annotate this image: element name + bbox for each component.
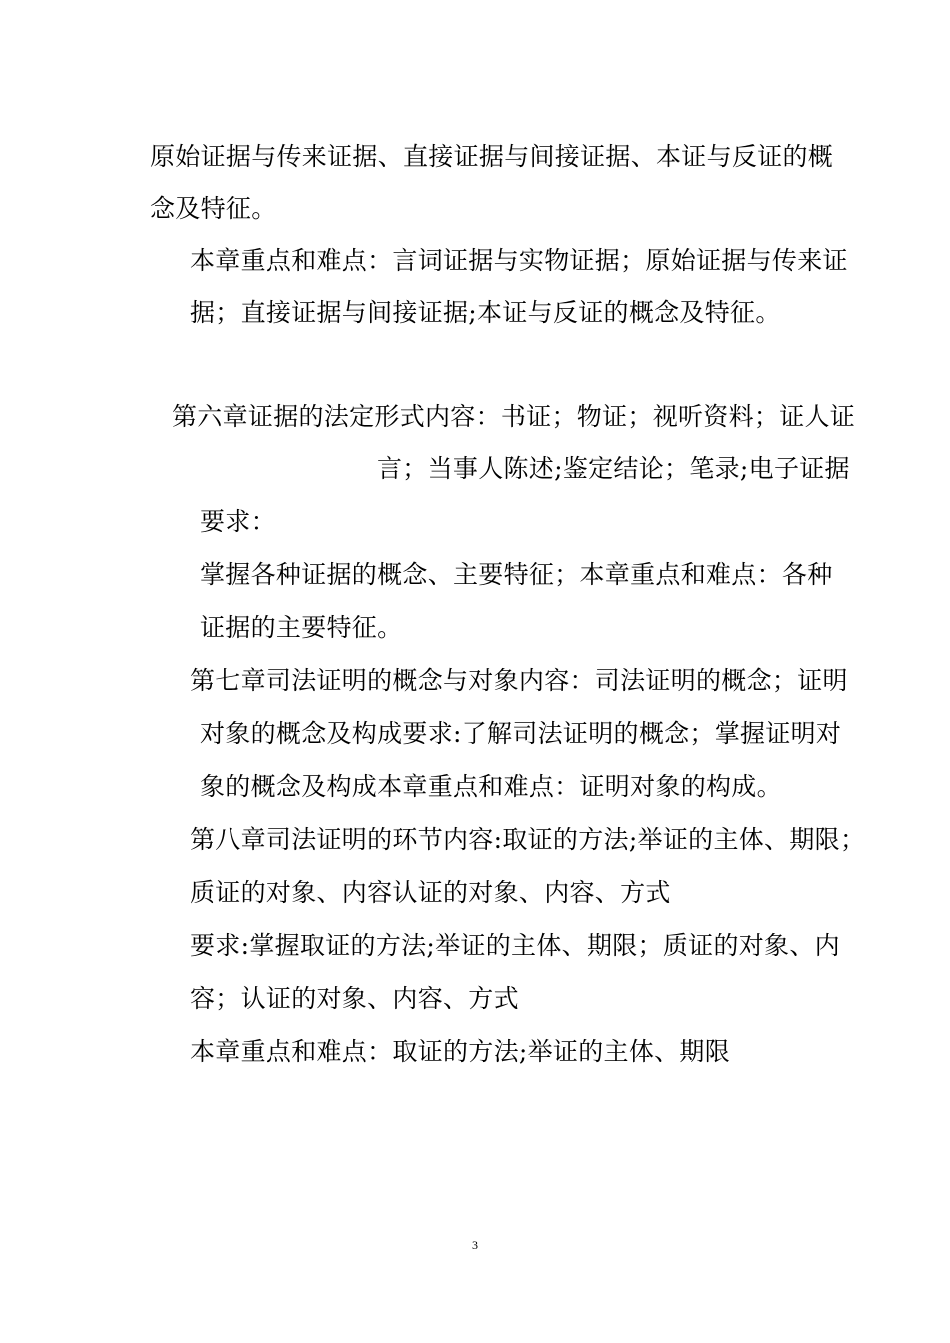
text-line-3: 本章重点和难点：言词证据与实物证据；原始证据与传来证 — [190, 246, 848, 275]
text-line-17: 本章重点和难点：取证的方法;举证的主体、期限 — [190, 1037, 731, 1066]
text-line-16: 容；认证的对象、内容、方式 — [190, 984, 519, 1013]
text-line-2: 念及特征。 — [150, 194, 277, 223]
text-line-11: 对象的概念及构成要求:了解司法证明的概念；掌握证明对 — [200, 719, 842, 748]
text-line-6: 言；当事人陈述;鉴定结论；笔录;电子证据 — [377, 454, 850, 483]
text-line-15: 要求:掌握取证的方法;举证的主体、期限；质证的对象、内 — [190, 931, 840, 960]
page-number: 3 — [472, 1238, 478, 1252]
text-line-14: 质证的对象、内容认证的对象、内容、方式 — [190, 878, 671, 907]
text-line-13: 第八章司法证明的环节内容:取证的方法;举证的主体、期限； — [190, 825, 866, 854]
text-line-5: 第六章证据的法定形式内容：书证；物证；视听资料；证人证 — [172, 402, 856, 431]
text-line-12: 象的概念及构成本章重点和难点：证明对象的构成。 — [200, 772, 782, 801]
text-line-4: 据；直接证据与间接证据;本证与反证的概念及特征。 — [190, 298, 781, 327]
text-line-1: 原始证据与传来证据、直接证据与间接证据、本证与反证的概 — [150, 142, 834, 171]
text-line-9: 证据的主要特征。 — [200, 613, 403, 642]
text-line-10: 第七章司法证明的概念与对象内容：司法证明的概念；证明 — [190, 666, 848, 695]
text-line-8: 掌握各种证据的概念、主要特征；本章重点和难点：各种 — [200, 560, 833, 589]
text-line-7: 要求： — [200, 507, 276, 536]
